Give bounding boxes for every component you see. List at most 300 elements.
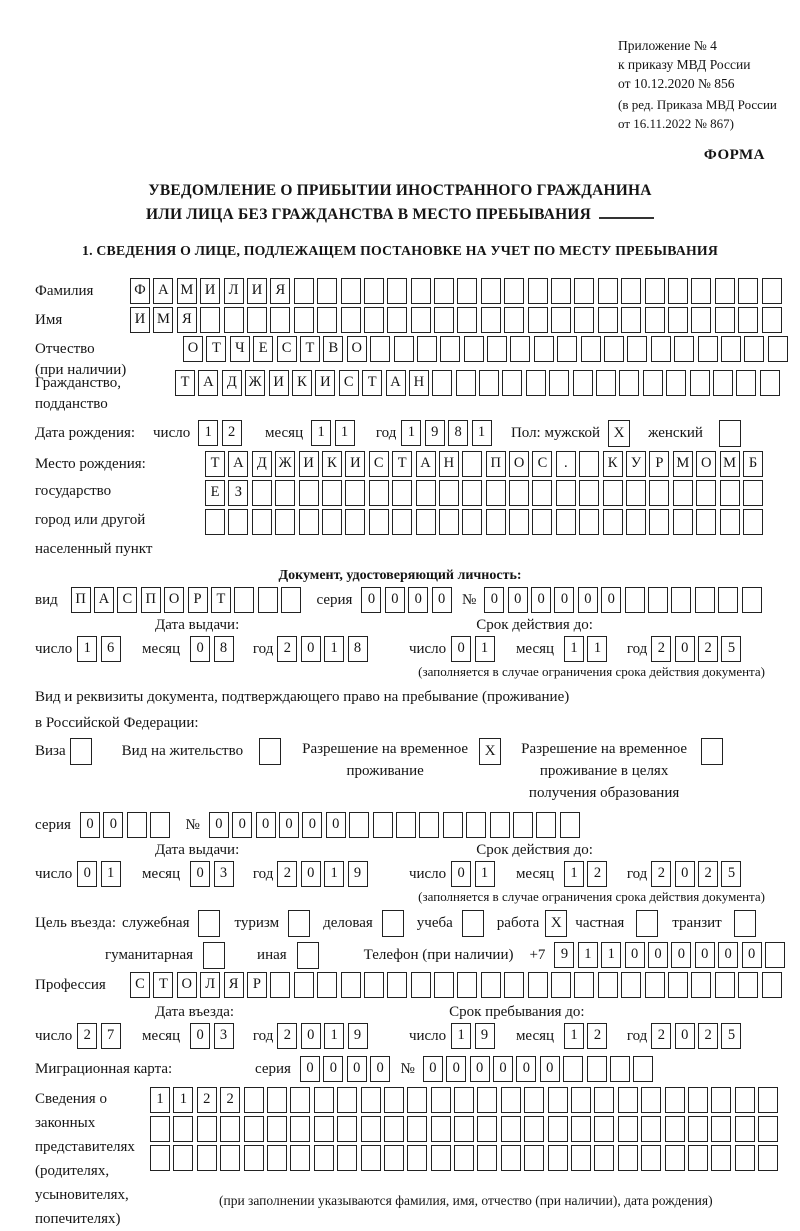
- char-cell[interactable]: [416, 480, 436, 506]
- char-cell[interactable]: Н: [439, 451, 459, 477]
- char-cell[interactable]: [317, 307, 337, 333]
- char-cell[interactable]: 0: [516, 1056, 536, 1082]
- purpose-transit-checkbox[interactable]: [734, 910, 756, 937]
- char-cell[interactable]: [349, 812, 369, 838]
- char-cell[interactable]: [197, 1145, 217, 1171]
- char-cell[interactable]: [267, 1145, 287, 1171]
- temp-residence-checkbox[interactable]: X: [479, 738, 501, 765]
- char-cell[interactable]: И: [200, 278, 220, 304]
- char-cell[interactable]: [711, 1116, 731, 1142]
- char-cell[interactable]: [224, 307, 244, 333]
- char-cell[interactable]: 0: [326, 812, 346, 838]
- char-cell[interactable]: [618, 1116, 638, 1142]
- char-cell[interactable]: [267, 1116, 287, 1142]
- char-cell[interactable]: [258, 587, 278, 613]
- char-cell[interactable]: [407, 1116, 427, 1142]
- char-cell[interactable]: [322, 480, 342, 506]
- char-cell[interactable]: Е: [253, 336, 273, 362]
- char-cell[interactable]: [621, 972, 641, 998]
- char-cell[interactable]: [384, 1087, 404, 1113]
- purpose-tourism-checkbox[interactable]: [288, 910, 310, 937]
- char-cell[interactable]: Л: [224, 278, 244, 304]
- char-cell[interactable]: [173, 1145, 193, 1171]
- char-cell[interactable]: 6: [101, 636, 121, 662]
- char-cell[interactable]: И: [130, 307, 150, 333]
- char-cell[interactable]: [603, 480, 623, 506]
- char-cell[interactable]: [434, 278, 454, 304]
- char-cell[interactable]: [738, 278, 758, 304]
- char-cell[interactable]: 0: [361, 587, 381, 613]
- char-cell[interactable]: 0: [554, 587, 574, 613]
- char-cell[interactable]: [574, 307, 594, 333]
- char-cell[interactable]: 2: [698, 861, 718, 887]
- char-cell[interactable]: 1: [101, 861, 121, 887]
- char-cell[interactable]: [688, 1116, 708, 1142]
- char-cell[interactable]: [735, 1087, 755, 1113]
- char-cell[interactable]: 2: [651, 861, 671, 887]
- char-cell[interactable]: [625, 587, 645, 613]
- char-cell[interactable]: [633, 1056, 653, 1082]
- char-cell[interactable]: [758, 1087, 778, 1113]
- char-cell[interactable]: [457, 278, 477, 304]
- char-cell[interactable]: [252, 509, 272, 535]
- char-cell[interactable]: .: [556, 451, 576, 477]
- char-cell[interactable]: [743, 509, 763, 535]
- char-cell[interactable]: П: [141, 587, 161, 613]
- char-cell[interactable]: П: [71, 587, 91, 613]
- char-cell[interactable]: [270, 972, 290, 998]
- char-cell[interactable]: [394, 336, 414, 362]
- char-cell[interactable]: [244, 1087, 264, 1113]
- char-cell[interactable]: [373, 812, 393, 838]
- char-cell[interactable]: [536, 812, 556, 838]
- char-cell[interactable]: 1: [475, 636, 495, 662]
- char-cell[interactable]: С: [532, 451, 552, 477]
- char-cell[interactable]: [695, 587, 715, 613]
- char-cell[interactable]: [457, 972, 477, 998]
- char-cell[interactable]: 0: [190, 1023, 210, 1049]
- char-cell[interactable]: [150, 1116, 170, 1142]
- char-cell[interactable]: [742, 587, 762, 613]
- char-cell[interactable]: [220, 1116, 240, 1142]
- char-cell[interactable]: [641, 1087, 661, 1113]
- char-cell[interactable]: 2: [698, 636, 718, 662]
- temp-residence-education-checkbox[interactable]: [701, 738, 723, 765]
- char-cell[interactable]: [573, 370, 593, 396]
- char-cell[interactable]: [434, 307, 454, 333]
- char-cell[interactable]: 2: [222, 420, 242, 446]
- char-cell[interactable]: 8: [214, 636, 234, 662]
- char-cell[interactable]: [234, 587, 254, 613]
- char-cell[interactable]: [524, 1116, 544, 1142]
- char-cell[interactable]: 8: [348, 636, 368, 662]
- char-cell[interactable]: [487, 336, 507, 362]
- char-cell[interactable]: [574, 972, 594, 998]
- char-cell[interactable]: [668, 972, 688, 998]
- char-cell[interactable]: [594, 1116, 614, 1142]
- char-cell[interactable]: [317, 972, 337, 998]
- char-cell[interactable]: [454, 1116, 474, 1142]
- char-cell[interactable]: [411, 307, 431, 333]
- char-cell[interactable]: [579, 480, 599, 506]
- char-cell[interactable]: [294, 278, 314, 304]
- char-cell[interactable]: [762, 307, 782, 333]
- char-cell[interactable]: [645, 972, 665, 998]
- char-cell[interactable]: [127, 812, 147, 838]
- char-cell[interactable]: [715, 307, 735, 333]
- char-cell[interactable]: Р: [649, 451, 669, 477]
- char-cell[interactable]: [462, 509, 482, 535]
- visa-checkbox[interactable]: [70, 738, 92, 765]
- char-cell[interactable]: [715, 972, 735, 998]
- char-cell[interactable]: 0: [470, 1056, 490, 1082]
- char-cell[interactable]: [407, 1145, 427, 1171]
- char-cell[interactable]: [641, 1116, 661, 1142]
- char-cell[interactable]: 3: [214, 1023, 234, 1049]
- char-cell[interactable]: 5: [721, 861, 741, 887]
- char-cell[interactable]: [735, 1116, 755, 1142]
- char-cell[interactable]: [528, 307, 548, 333]
- char-cell[interactable]: [711, 1087, 731, 1113]
- char-cell[interactable]: 1: [578, 942, 598, 968]
- char-cell[interactable]: [760, 370, 780, 396]
- char-cell[interactable]: [341, 972, 361, 998]
- char-cell[interactable]: [743, 480, 763, 506]
- char-cell[interactable]: [645, 307, 665, 333]
- char-cell[interactable]: 2: [651, 636, 671, 662]
- char-cell[interactable]: Т: [206, 336, 226, 362]
- char-cell[interactable]: [173, 1116, 193, 1142]
- char-cell[interactable]: М: [673, 451, 693, 477]
- char-cell[interactable]: [477, 1116, 497, 1142]
- char-cell[interactable]: М: [153, 307, 173, 333]
- char-cell[interactable]: 0: [484, 587, 504, 613]
- char-cell[interactable]: [384, 1116, 404, 1142]
- char-cell[interactable]: [205, 509, 225, 535]
- char-cell[interactable]: 0: [446, 1056, 466, 1082]
- char-cell[interactable]: 1: [472, 420, 492, 446]
- char-cell[interactable]: [671, 587, 691, 613]
- char-cell[interactable]: [228, 509, 248, 535]
- char-cell[interactable]: [431, 1145, 451, 1171]
- char-cell[interactable]: [337, 1116, 357, 1142]
- char-cell[interactable]: А: [94, 587, 114, 613]
- char-cell[interactable]: Д: [252, 451, 272, 477]
- char-cell[interactable]: А: [386, 370, 406, 396]
- char-cell[interactable]: О: [164, 587, 184, 613]
- char-cell[interactable]: И: [299, 451, 319, 477]
- char-cell[interactable]: К: [322, 451, 342, 477]
- char-cell[interactable]: [598, 972, 618, 998]
- char-cell[interactable]: [524, 1145, 544, 1171]
- char-cell[interactable]: [384, 1145, 404, 1171]
- char-cell[interactable]: [501, 1145, 521, 1171]
- char-cell[interactable]: [551, 278, 571, 304]
- char-cell[interactable]: [532, 509, 552, 535]
- char-cell[interactable]: Б: [743, 451, 763, 477]
- char-cell[interactable]: 2: [698, 1023, 718, 1049]
- char-cell[interactable]: 0: [103, 812, 123, 838]
- char-cell[interactable]: Т: [175, 370, 195, 396]
- char-cell[interactable]: [610, 1056, 630, 1082]
- char-cell[interactable]: А: [153, 278, 173, 304]
- char-cell[interactable]: [649, 480, 669, 506]
- char-cell[interactable]: 0: [423, 1056, 443, 1082]
- char-cell[interactable]: 1: [587, 636, 607, 662]
- char-cell[interactable]: 8: [448, 420, 468, 446]
- sex-female-checkbox[interactable]: [719, 420, 741, 447]
- char-cell[interactable]: М: [177, 278, 197, 304]
- char-cell[interactable]: [341, 307, 361, 333]
- char-cell[interactable]: [698, 336, 718, 362]
- char-cell[interactable]: 1: [324, 861, 344, 887]
- char-cell[interactable]: 0: [279, 812, 299, 838]
- char-cell[interactable]: [560, 812, 580, 838]
- char-cell[interactable]: [392, 480, 412, 506]
- char-cell[interactable]: [392, 509, 412, 535]
- char-cell[interactable]: [548, 1145, 568, 1171]
- char-cell[interactable]: 0: [675, 636, 695, 662]
- char-cell[interactable]: 0: [675, 1023, 695, 1049]
- char-cell[interactable]: [720, 480, 740, 506]
- char-cell[interactable]: [571, 1145, 591, 1171]
- char-cell[interactable]: О: [347, 336, 367, 362]
- char-cell[interactable]: 2: [197, 1087, 217, 1113]
- char-cell[interactable]: [504, 307, 524, 333]
- char-cell[interactable]: 0: [302, 812, 322, 838]
- char-cell[interactable]: 0: [301, 636, 321, 662]
- char-cell[interactable]: 9: [348, 861, 368, 887]
- char-cell[interactable]: Н: [409, 370, 429, 396]
- char-cell[interactable]: [200, 307, 220, 333]
- char-cell[interactable]: [645, 278, 665, 304]
- char-cell[interactable]: [252, 480, 272, 506]
- char-cell[interactable]: [696, 480, 716, 506]
- char-cell[interactable]: [432, 370, 452, 396]
- char-cell[interactable]: [417, 336, 437, 362]
- purpose-humanitarian-checkbox[interactable]: [203, 942, 225, 969]
- char-cell[interactable]: К: [292, 370, 312, 396]
- char-cell[interactable]: [220, 1145, 240, 1171]
- char-cell[interactable]: [688, 1145, 708, 1171]
- char-cell[interactable]: [369, 509, 389, 535]
- char-cell[interactable]: [387, 307, 407, 333]
- char-cell[interactable]: Т: [392, 451, 412, 477]
- char-cell[interactable]: 2: [77, 1023, 97, 1049]
- sex-male-checkbox[interactable]: X: [608, 420, 630, 447]
- char-cell[interactable]: [649, 509, 669, 535]
- char-cell[interactable]: [551, 307, 571, 333]
- char-cell[interactable]: [534, 336, 554, 362]
- char-cell[interactable]: 7: [101, 1023, 121, 1049]
- char-cell[interactable]: 0: [508, 587, 528, 613]
- char-cell[interactable]: [364, 307, 384, 333]
- char-cell[interactable]: [579, 509, 599, 535]
- char-cell[interactable]: 0: [451, 861, 471, 887]
- purpose-other-checkbox[interactable]: [297, 942, 319, 969]
- char-cell[interactable]: [477, 1145, 497, 1171]
- char-cell[interactable]: [691, 972, 711, 998]
- char-cell[interactable]: [456, 370, 476, 396]
- char-cell[interactable]: [502, 370, 522, 396]
- char-cell[interactable]: [665, 1087, 685, 1113]
- char-cell[interactable]: 0: [190, 636, 210, 662]
- char-cell[interactable]: И: [247, 278, 267, 304]
- char-cell[interactable]: [548, 1087, 568, 1113]
- char-cell[interactable]: Я: [270, 278, 290, 304]
- char-cell[interactable]: [299, 509, 319, 535]
- char-cell[interactable]: 1: [311, 420, 331, 446]
- char-cell[interactable]: 0: [232, 812, 252, 838]
- char-cell[interactable]: А: [198, 370, 218, 396]
- char-cell[interactable]: 0: [718, 942, 738, 968]
- char-cell[interactable]: 1: [150, 1087, 170, 1113]
- char-cell[interactable]: [486, 509, 506, 535]
- char-cell[interactable]: [486, 480, 506, 506]
- char-cell[interactable]: [551, 972, 571, 998]
- char-cell[interactable]: [688, 1087, 708, 1113]
- char-cell[interactable]: [439, 480, 459, 506]
- char-cell[interactable]: [364, 972, 384, 998]
- char-cell[interactable]: И: [269, 370, 289, 396]
- char-cell[interactable]: [711, 1145, 731, 1171]
- char-cell[interactable]: [563, 1056, 583, 1082]
- char-cell[interactable]: [341, 278, 361, 304]
- char-cell[interactable]: 1: [335, 420, 355, 446]
- char-cell[interactable]: [314, 1087, 334, 1113]
- char-cell[interactable]: З: [228, 480, 248, 506]
- char-cell[interactable]: [504, 972, 524, 998]
- char-cell[interactable]: Л: [200, 972, 220, 998]
- char-cell[interactable]: [762, 972, 782, 998]
- purpose-private-checkbox[interactable]: [636, 910, 658, 937]
- char-cell[interactable]: 0: [625, 942, 645, 968]
- char-cell[interactable]: [668, 307, 688, 333]
- char-cell[interactable]: [509, 509, 529, 535]
- char-cell[interactable]: [294, 307, 314, 333]
- char-cell[interactable]: 0: [347, 1056, 367, 1082]
- char-cell[interactable]: [479, 370, 499, 396]
- char-cell[interactable]: [462, 480, 482, 506]
- char-cell[interactable]: [501, 1116, 521, 1142]
- char-cell[interactable]: М: [720, 451, 740, 477]
- purpose-work-checkbox[interactable]: X: [545, 910, 567, 937]
- char-cell[interactable]: [244, 1145, 264, 1171]
- char-cell[interactable]: С: [339, 370, 359, 396]
- char-cell[interactable]: А: [228, 451, 248, 477]
- char-cell[interactable]: [434, 972, 454, 998]
- char-cell[interactable]: [758, 1145, 778, 1171]
- char-cell[interactable]: 5: [721, 636, 741, 662]
- char-cell[interactable]: И: [345, 451, 365, 477]
- char-cell[interactable]: [744, 336, 764, 362]
- char-cell[interactable]: [454, 1087, 474, 1113]
- char-cell[interactable]: Р: [247, 972, 267, 998]
- char-cell[interactable]: [762, 278, 782, 304]
- char-cell[interactable]: 0: [323, 1056, 343, 1082]
- char-cell[interactable]: Р: [188, 587, 208, 613]
- char-cell[interactable]: Д: [222, 370, 242, 396]
- char-cell[interactable]: [370, 336, 390, 362]
- char-cell[interactable]: [361, 1116, 381, 1142]
- char-cell[interactable]: [462, 451, 482, 477]
- char-cell[interactable]: [738, 307, 758, 333]
- char-cell[interactable]: С: [117, 587, 137, 613]
- char-cell[interactable]: [396, 812, 416, 838]
- char-cell[interactable]: [604, 336, 624, 362]
- char-cell[interactable]: 0: [256, 812, 276, 838]
- char-cell[interactable]: Т: [362, 370, 382, 396]
- char-cell[interactable]: [648, 587, 668, 613]
- char-cell[interactable]: [501, 1087, 521, 1113]
- char-cell[interactable]: [666, 370, 686, 396]
- residence-permit-checkbox[interactable]: [259, 738, 281, 765]
- char-cell[interactable]: П: [486, 451, 506, 477]
- char-cell[interactable]: [299, 480, 319, 506]
- char-cell[interactable]: 0: [301, 1023, 321, 1049]
- char-cell[interactable]: [314, 1116, 334, 1142]
- char-cell[interactable]: [721, 336, 741, 362]
- char-cell[interactable]: [407, 1087, 427, 1113]
- char-cell[interactable]: [345, 509, 365, 535]
- char-cell[interactable]: 0: [300, 1056, 320, 1082]
- char-cell[interactable]: 2: [277, 1023, 297, 1049]
- char-cell[interactable]: У: [626, 451, 646, 477]
- char-cell[interactable]: [281, 587, 301, 613]
- char-cell[interactable]: [643, 370, 663, 396]
- char-cell[interactable]: [440, 336, 460, 362]
- char-cell[interactable]: О: [509, 451, 529, 477]
- char-cell[interactable]: С: [277, 336, 297, 362]
- char-cell[interactable]: 0: [301, 861, 321, 887]
- char-cell[interactable]: А: [416, 451, 436, 477]
- char-cell[interactable]: 0: [540, 1056, 560, 1082]
- char-cell[interactable]: [439, 509, 459, 535]
- char-cell[interactable]: [665, 1116, 685, 1142]
- char-cell[interactable]: [247, 307, 267, 333]
- char-cell[interactable]: 2: [220, 1087, 240, 1113]
- char-cell[interactable]: [524, 1087, 544, 1113]
- char-cell[interactable]: Ч: [230, 336, 250, 362]
- char-cell[interactable]: [411, 972, 431, 998]
- char-cell[interactable]: [720, 509, 740, 535]
- char-cell[interactable]: [416, 509, 436, 535]
- char-cell[interactable]: 0: [671, 942, 691, 968]
- char-cell[interactable]: Т: [300, 336, 320, 362]
- char-cell[interactable]: [691, 307, 711, 333]
- char-cell[interactable]: [490, 812, 510, 838]
- char-cell[interactable]: [618, 1087, 638, 1113]
- char-cell[interactable]: 9: [425, 420, 445, 446]
- char-cell[interactable]: [598, 307, 618, 333]
- char-cell[interactable]: [621, 278, 641, 304]
- char-cell[interactable]: 1: [564, 636, 584, 662]
- char-cell[interactable]: [431, 1087, 451, 1113]
- char-cell[interactable]: 0: [80, 812, 100, 838]
- char-cell[interactable]: [718, 587, 738, 613]
- char-cell[interactable]: [665, 1145, 685, 1171]
- char-cell[interactable]: Т: [211, 587, 231, 613]
- char-cell[interactable]: 2: [587, 861, 607, 887]
- char-cell[interactable]: 1: [601, 942, 621, 968]
- char-cell[interactable]: 0: [209, 812, 229, 838]
- char-cell[interactable]: 5: [721, 1023, 741, 1049]
- char-cell[interactable]: 0: [432, 587, 452, 613]
- char-cell[interactable]: 1: [324, 1023, 344, 1049]
- char-cell[interactable]: Ж: [245, 370, 265, 396]
- char-cell[interactable]: О: [177, 972, 197, 998]
- char-cell[interactable]: [504, 278, 524, 304]
